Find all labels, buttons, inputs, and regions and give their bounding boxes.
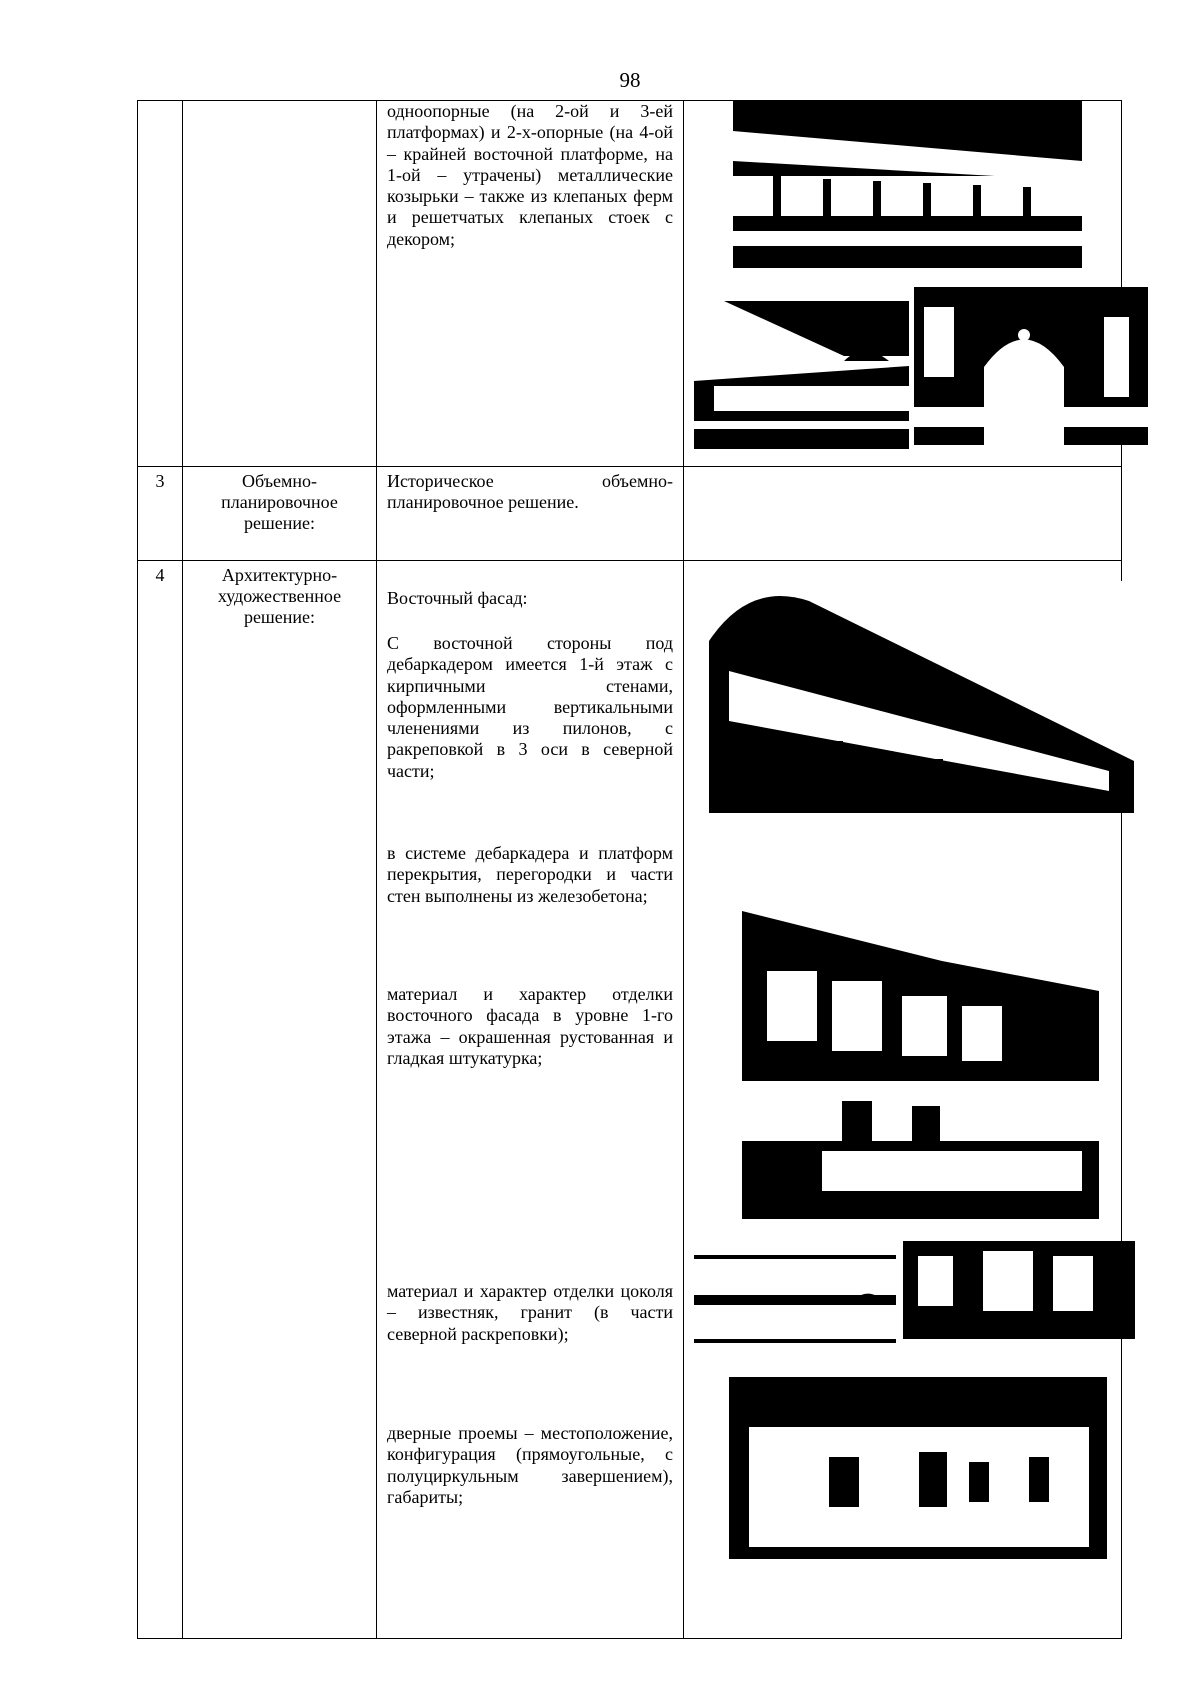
row-description [377, 467, 684, 561]
photo-plinth-left [694, 1255, 896, 1343]
row-name: Объемно-планировочное решение: [183, 467, 377, 561]
row-number [138, 101, 183, 467]
table-row [138, 467, 1122, 561]
paragraph: дверные проемы – местоположение, конфигурация (прямоугольные, с полуциркульным завершением), габариты; [387, 1423, 673, 1507]
table-row [138, 561, 1122, 1639]
paragraph: в системе дебаркадера и платформ перекрытия, перегородки и части стен выполнены из железобетона; [387, 843, 673, 906]
row-description [377, 561, 684, 1639]
row-name [183, 101, 377, 467]
paragraph: С восточной стороны под дебаркадером имеется 1-й этаж с кирпичными стенами, оформленными вертикальными членениями из пилонов, с ракреповкой в 3 оси в северной части; [387, 633, 673, 781]
table-row [138, 101, 1122, 467]
row-number: 4 [138, 561, 183, 1639]
photo-east-facade-wide [709, 581, 1134, 813]
row-number: 3 [138, 467, 183, 561]
photo-cell [684, 561, 1122, 1639]
paragraph: материал и характер отделки восточного фасада в уровне 1-го этажа – окрашенная рустованная и гладкая штукатурка; [387, 984, 673, 1068]
paragraph: материал и характер отделки цоколя – известняк, гранит (в части северной раскреповки); [387, 1281, 673, 1344]
photo-plinth-right [903, 1241, 1135, 1339]
photo-canopy-arch [914, 287, 1148, 445]
object-description-table [137, 100, 1122, 1639]
photo-canopy-side [694, 301, 909, 449]
row-description [377, 101, 684, 467]
photo-platform-canopy [733, 101, 1082, 268]
photo-cell [684, 101, 1122, 467]
paragraph: Историческое объемно-планировочное решение. [387, 471, 673, 513]
photo-doorways [729, 1377, 1107, 1559]
page-number: 98 [619, 68, 641, 92]
photo-east-facade-arches [742, 851, 1099, 1219]
paragraph: Восточный фасад: [387, 588, 528, 608]
photo-cell [684, 467, 1122, 561]
paragraph: одноопорные (на 2-ой и 3-ей платформах) и 2-х-опорные (на 4-ой – крайней восточной платформе, на 1-ой – утрачены) металлические козырьки – также из клепаных ферм и решетчатых клепаных стоек с декором; [387, 101, 673, 249]
row-name: Архитектурно-художественное решение: [183, 561, 377, 1639]
